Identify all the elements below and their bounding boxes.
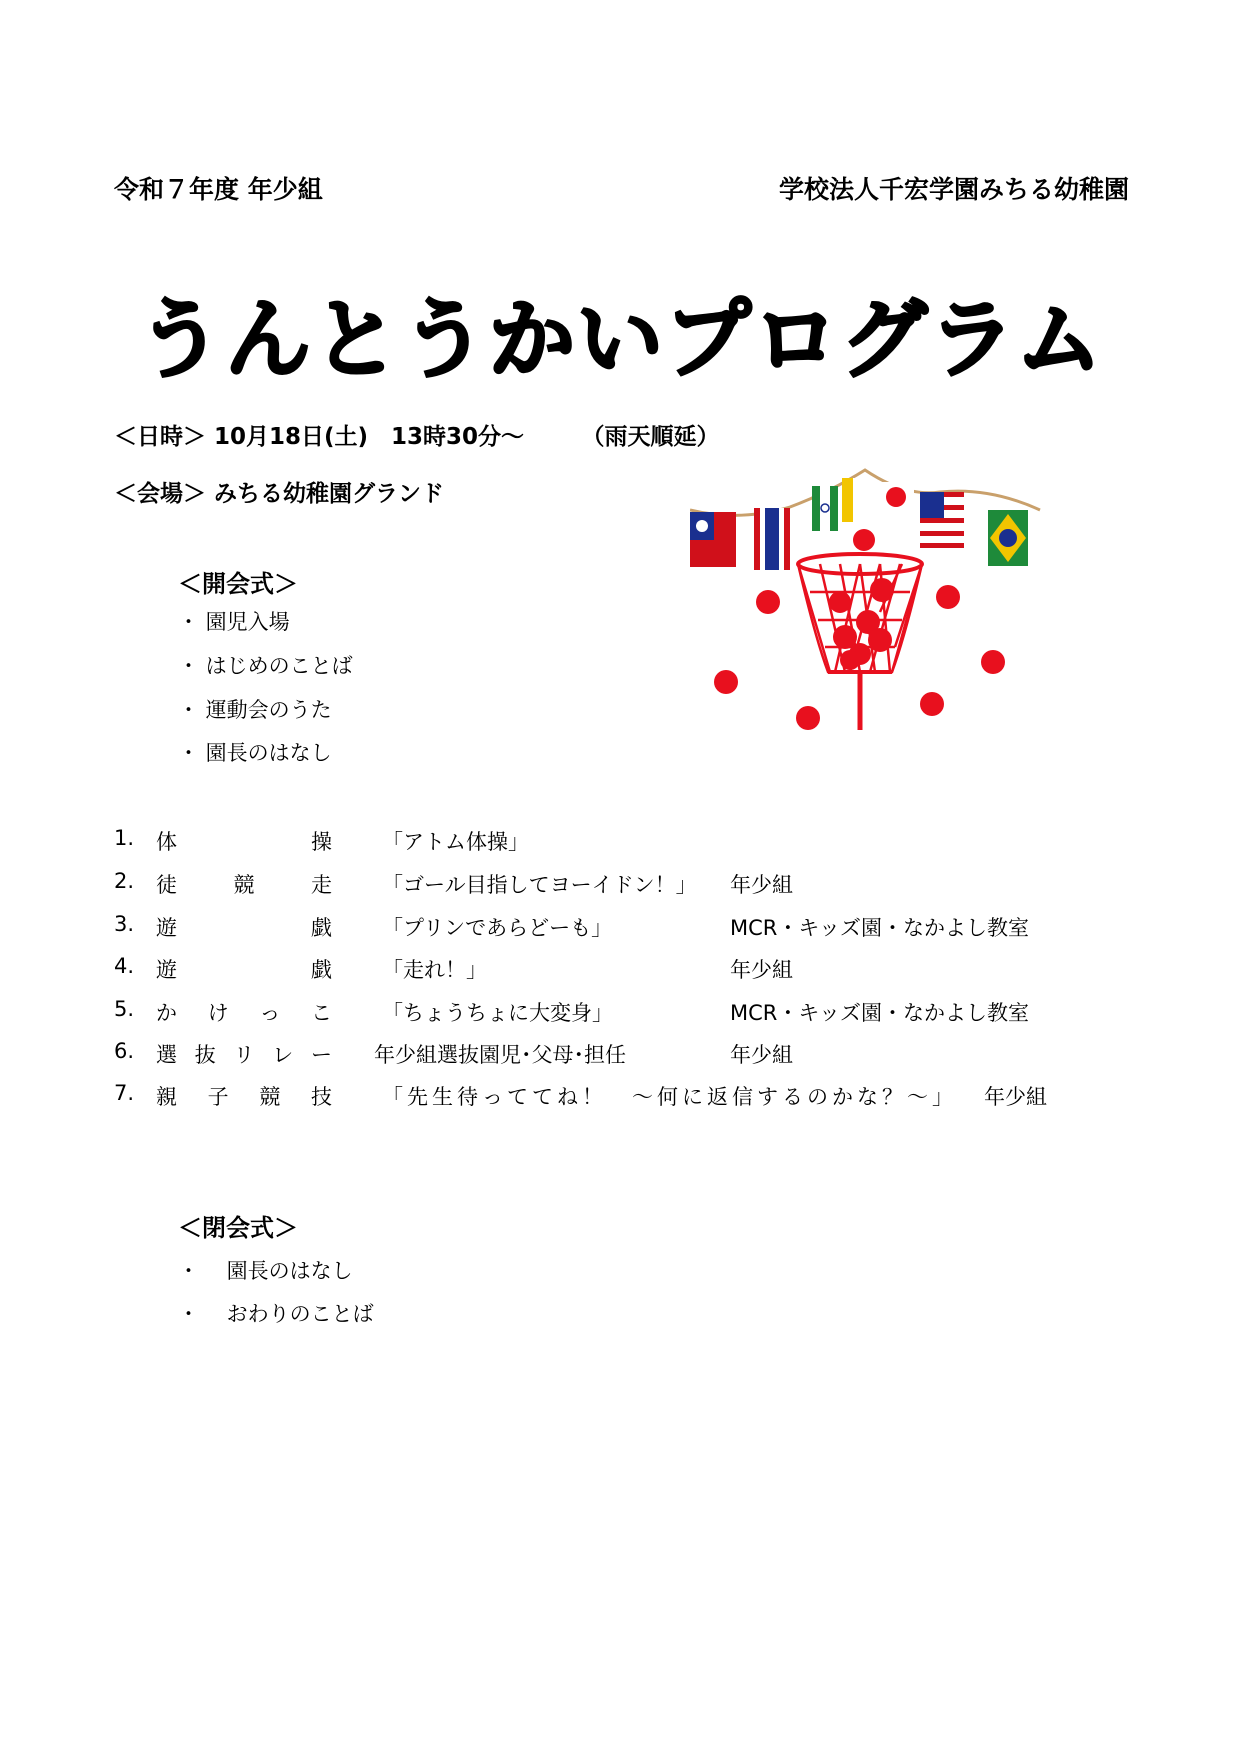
program-event-char: こ bbox=[310, 1001, 332, 1025]
page-title: うんとうかいプログラム bbox=[136, 290, 1105, 390]
flag-brazil-icon bbox=[988, 510, 1028, 566]
program-event bbox=[156, 1081, 332, 1111]
program-event-char: っ bbox=[259, 1001, 281, 1025]
header-left: 令和７年度 年少組 bbox=[114, 175, 323, 204]
program-group: 年少組 bbox=[984, 1085, 1047, 1109]
program-event-char: 抜 bbox=[194, 1043, 216, 1067]
closing-item: ・ 園長のはなし bbox=[178, 1259, 353, 1283]
program-event-char: 操 bbox=[311, 830, 332, 854]
closing-item: ・ おわりのことば bbox=[178, 1302, 374, 1326]
program-title: 「ゴール目指してヨーイドン！」 bbox=[382, 873, 697, 897]
program-event-char: 競 bbox=[233, 873, 255, 897]
program-title: 年少組選抜園児･父母･担任 bbox=[374, 1043, 626, 1067]
program-number: 1. bbox=[114, 826, 135, 850]
closing-heading: ＜閉会式＞ bbox=[178, 1214, 298, 1242]
program-group: 年少組 bbox=[730, 1043, 793, 1067]
program-event-char: 走 bbox=[311, 873, 332, 897]
program-event-char: 徒 bbox=[156, 873, 177, 897]
flag-usa-icon bbox=[920, 492, 964, 548]
flag-thailand-icon bbox=[754, 508, 790, 570]
program-event-char: 遊 bbox=[156, 916, 177, 940]
program-title: 「先生待っててね！ ～何に返信するのかな？～」 bbox=[382, 1085, 957, 1109]
program-event-char: 戯 bbox=[311, 916, 332, 940]
program-event-char: 親 bbox=[156, 1085, 177, 1109]
program-event-char: 技 bbox=[310, 1085, 332, 1109]
opening-item: ・ 園児入場 bbox=[178, 610, 290, 634]
opening-item: ・ 園長のはなし bbox=[178, 741, 332, 765]
program-group: MCR・キッズ園・なかよし教室 bbox=[730, 1001, 1029, 1025]
event-venue: ＜会場＞ みちる幼稚園グランド bbox=[114, 481, 445, 507]
event-datetime: ＜日時＞ 10月18日(土) 13時30分～ （雨天順延） bbox=[114, 424, 720, 450]
program-event bbox=[156, 1039, 332, 1069]
program-title: 「ちょうちょに大変身」 bbox=[382, 1001, 613, 1025]
program-number: 3. bbox=[114, 912, 135, 936]
program-number: 2. bbox=[114, 869, 135, 893]
program-event-char: か bbox=[156, 1001, 177, 1025]
opening-item: ・ はじめのことば bbox=[178, 654, 353, 678]
program-event-char: 選 bbox=[156, 1043, 177, 1067]
opening-heading: ＜開会式＞ bbox=[178, 570, 298, 598]
program-event-char: 競 bbox=[259, 1085, 281, 1109]
program-number: 5. bbox=[114, 997, 135, 1021]
program-event bbox=[156, 826, 332, 856]
flag-india-icon bbox=[812, 486, 838, 531]
program-event-char: 子 bbox=[207, 1085, 229, 1109]
program-event bbox=[156, 997, 332, 1027]
program-number: 6. bbox=[114, 1039, 135, 1063]
program-event bbox=[156, 912, 332, 942]
program-group: 年少組 bbox=[730, 873, 793, 897]
program-title: 「走れ！」 bbox=[382, 958, 487, 982]
bunting-string-icon bbox=[690, 470, 1040, 515]
program-event-char: 戯 bbox=[311, 958, 332, 982]
program-event-char: け bbox=[207, 1001, 229, 1025]
flag-vatican-icon bbox=[842, 478, 864, 522]
ball-toss-illustration bbox=[690, 462, 1050, 732]
program-event bbox=[156, 869, 332, 899]
program-event-char: リ bbox=[233, 1043, 255, 1067]
header-right: 学校法人千宏学園みちる幼稚園 bbox=[778, 175, 1129, 204]
program-group: 年少組 bbox=[730, 958, 793, 982]
program-group: MCR・キッズ園・なかよし教室 bbox=[730, 916, 1029, 940]
program-title: 「アトム体操」 bbox=[382, 830, 529, 854]
program-event-char: レ bbox=[272, 1043, 294, 1067]
basket-icon bbox=[798, 554, 922, 730]
program-event bbox=[156, 954, 332, 984]
program-event-char: 遊 bbox=[156, 958, 177, 982]
program-event-char: 体 bbox=[156, 830, 177, 854]
program-event-char: ー bbox=[311, 1043, 332, 1067]
flag-japan-icon bbox=[878, 482, 914, 512]
program-title: 「プリンであらどーも」 bbox=[382, 916, 613, 940]
program-number: 4. bbox=[114, 954, 135, 978]
program-number: 7. bbox=[114, 1081, 135, 1105]
opening-item: ・ 運動会のうた bbox=[178, 698, 332, 722]
flag-taiwan-icon bbox=[690, 512, 736, 567]
